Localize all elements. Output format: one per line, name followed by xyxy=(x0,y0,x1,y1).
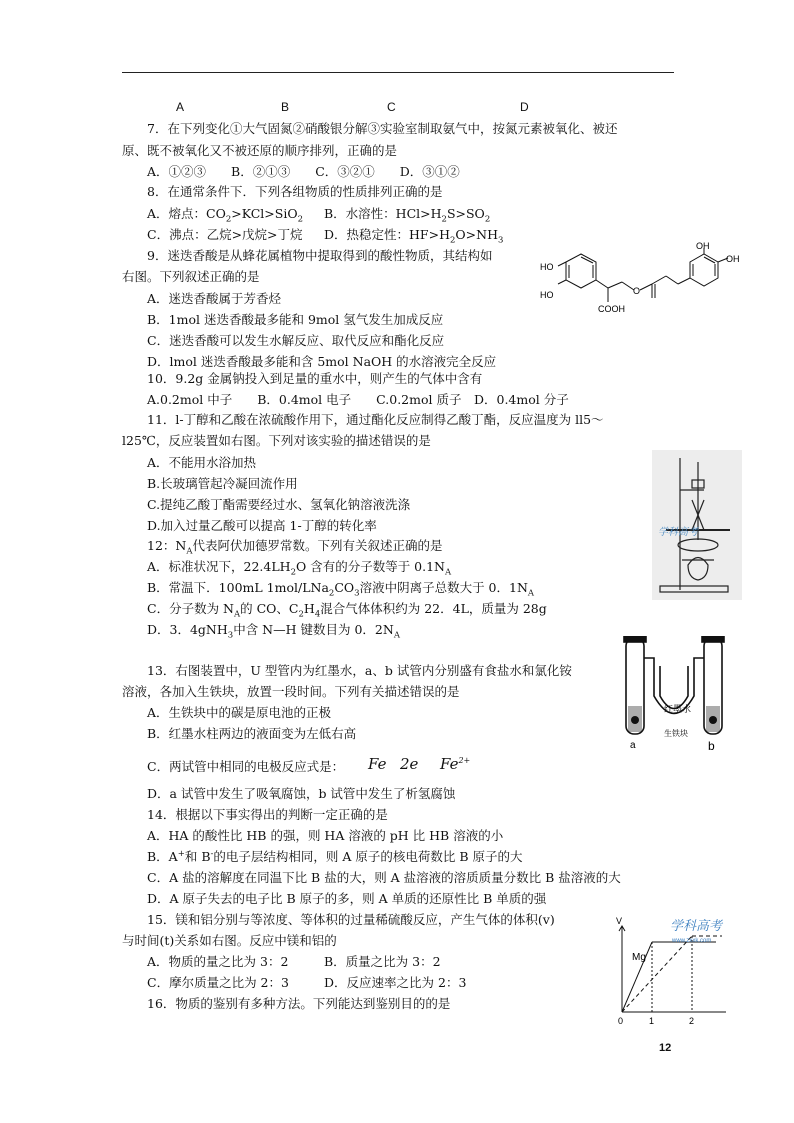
q14-option-d: D．A 原子失去的电子比 B 原子的多，则 A 单质的还原性比 B 单质的强 xyxy=(147,891,547,906)
q13-option-d: D．a 试管中发生了吸氧腐蚀，b 试管中发生了析氢腐蚀 xyxy=(147,786,456,801)
tube-b-label: b xyxy=(708,739,715,753)
graph-y-label: V xyxy=(616,916,623,926)
q9-option-d: D．lmol 迷迭香酸最多能和含 5mol NaOH 的水溶液完全反应 xyxy=(147,354,497,369)
q15-option-b: B．质量之比为 3：2 xyxy=(324,954,441,969)
q8-stem: 8．在通常条件下．下列各组物质的性质排列正确的是 xyxy=(147,184,443,199)
hydroxyl-label-4: OH xyxy=(726,254,740,264)
graph-watermark: 学科高考 xyxy=(670,918,723,933)
q13-stem-line1: 13．右图装置中，U 型管内为红墨水，a、b 试管内分别盛有食盐水和氯化铵 xyxy=(147,663,572,678)
option-d-label: D xyxy=(520,100,529,114)
option-c-label: C xyxy=(387,100,396,114)
q9-option-b: B．1mol 迷迭香酸最多能和 9mol 氢气发生加成反应 xyxy=(147,312,444,327)
formula-fe-ion: $Fe^{2+}$ xyxy=(440,755,471,773)
formula-2e: 2e xyxy=(400,755,419,773)
formula-fe: Fe xyxy=(368,755,387,773)
q8-option-d: D．热稳定性：$HF>H_2O>NH_3$ xyxy=(324,227,504,246)
q9-stem-line2: 右图。下列叙述正确的是 xyxy=(122,269,260,284)
tube-a-label: a xyxy=(630,740,636,751)
mg-curve-label: Mg xyxy=(632,952,646,963)
q13-stem-line2: 溶液，各加入生铁块，放置一段时间。下列有关描述错误的是 xyxy=(122,684,460,699)
header-rule xyxy=(122,72,674,73)
q14-option-c: C．A 盐的溶解度在同温下比 B 盐的大，则 A 盐溶液的溶质质量分数比 B 盐溶液的大 xyxy=(147,870,621,885)
hydroxyl-label-2: HO xyxy=(540,290,554,300)
q9-option-a: A．迷迭香酸属于芳香烃 xyxy=(147,291,282,306)
red-ink-label: 红墨水 xyxy=(664,705,692,715)
carboxyl-label: COOH xyxy=(598,304,625,314)
volume-time-graph xyxy=(606,912,746,1030)
q15-stem-line1: 15．镁和铝分别与等浓度、等体积的过量稀硫酸反应，产生气体的体积(v) xyxy=(147,912,555,927)
q8-option-c: C．沸点：乙烷>戊烷>丁烷 xyxy=(147,227,303,242)
q7-options: A．①②③ B．②①③ C．③②① D．③①② xyxy=(147,164,460,179)
q13-option-b: B．红墨水柱两边的液面变为左低右高 xyxy=(147,726,357,741)
q12-option-b: B．常温下．100mL $1mol/LNa_2CO_3$溶液中阴离子总数大于 0．$1N_A$ xyxy=(147,580,535,599)
q11-option-a: A．不能用水浴加热 xyxy=(147,455,257,470)
q12-option-d: D．3．4gNH$_3$中含 N—H 键数目为 0．$2N_A$ xyxy=(147,622,400,641)
q16-stem: 16．物质的鉴别有多种方法。下列能达到鉴别目的的是 xyxy=(147,996,451,1011)
q10-options: A.0.2mol 中子 B．0.4mol 电子 C.0.2mol 质子 D．0.4mol 分子 xyxy=(147,392,569,407)
q14-option-a: A．HA 的酸性比 HB 的强，则 HA 溶液的 pH 比 HB 溶液的小 xyxy=(147,828,504,843)
esterification-apparatus xyxy=(652,450,742,600)
q13-option-c: C．两试管中相同的电极反应式是： xyxy=(147,759,345,774)
q8-option-b: B．水溶性：$HCl>H_2S>SO_2$ xyxy=(324,206,491,225)
q15-option-c: C．摩尔质量之比为 2：3 xyxy=(147,975,289,990)
q7-stem-line2: 原、既不被氧化又不被还原的顺序排列，正确的是 xyxy=(122,143,398,158)
q7-stem-line1: 7．在下列变化①大气固氮②硝酸银分解③实验室制取氨气中，按氮元素被氧化、被还 xyxy=(147,121,618,136)
rosmarinic-acid-structure xyxy=(536,240,776,320)
q12-stem: 12：$N_A$代表阿伏加德罗常数。下列有关叙述正确的是 xyxy=(147,538,443,557)
q8-option-a: A．熔点：$CO_2>KCl>SiO_2$ xyxy=(147,206,304,225)
q15-option-d: D．反应速率之比为 2：3 xyxy=(324,975,467,990)
option-a-label: A xyxy=(176,100,185,114)
q12-option-a: A．标准状况下，$22.4LH_2O$ 含有的分子数等于 $0.1N_A$ xyxy=(147,559,452,578)
q15-option-a: A．物质的量之比为 3：2 xyxy=(147,954,289,969)
q15-stem-line2: 与时间(t)关系如右图。反应中镁和铝的 xyxy=(122,933,337,948)
page-number: 12 xyxy=(659,1042,672,1054)
graph-watermark-url: www.zxxk.com xyxy=(672,938,712,944)
ester-oxygen-label: O xyxy=(633,286,641,296)
q11-option-b: B.长玻璃管起冷凝回流作用 xyxy=(147,476,298,491)
q11-option-d: D.加入过量乙酸可以提高 1-丁醇的转化率 xyxy=(147,518,377,533)
u-tube-apparatus xyxy=(620,636,730,754)
q9-stem-line1: 9．迷迭香酸是从蜂花属植物中提取得到的酸性物质，其结构如 xyxy=(147,248,493,263)
q11-stem-line2: l25℃，反应装置如右图。下列对该实验的描述错误的是 xyxy=(122,433,431,448)
q14-stem: 14．根据以下事实得出的判断一定正确的是 xyxy=(147,807,388,822)
q12-option-c: C．分子数为 $N_A$的 CO、$C_2H_4$混合气体体积约为 22．4L，质量为 28g xyxy=(147,601,547,620)
hydroxyl-label-1: HO xyxy=(540,262,554,272)
q9-option-c: C．迷迭香酸可以发生水解反应、取代反应和酯化反应 xyxy=(147,333,445,348)
q10-stem: 10．9.2g 金属钠投入到足量的重水中，则产生的气体中含有 xyxy=(147,371,483,386)
q14-option-b: B．A+和 B-的电子层结构相同，则 A 原子的核电荷数比 B 原子的大 xyxy=(147,848,523,864)
q11-stem-line1: 11．l-丁醇和乙酸在浓硫酸作用下，通过酯化反应制得乙酸丁酯，反应温度为 ll5～ xyxy=(147,412,604,427)
apparatus-watermark: 学科高考 xyxy=(658,527,698,538)
x-tick-0: 0 xyxy=(618,1016,624,1026)
hydroxyl-label-3: OH xyxy=(696,241,710,251)
q11-option-c: C.提纯乙酸丁酯需要经过水、氢氧化钠溶液洗涤 xyxy=(147,497,411,512)
option-b-label: B xyxy=(281,100,290,114)
q13-option-a: A．生铁块中的碳是原电池的正极 xyxy=(147,705,332,720)
x-tick-2: 2 xyxy=(689,1016,695,1026)
x-tick-1: 1 xyxy=(649,1016,655,1026)
iron-block-label: 生铁块 xyxy=(664,729,688,738)
